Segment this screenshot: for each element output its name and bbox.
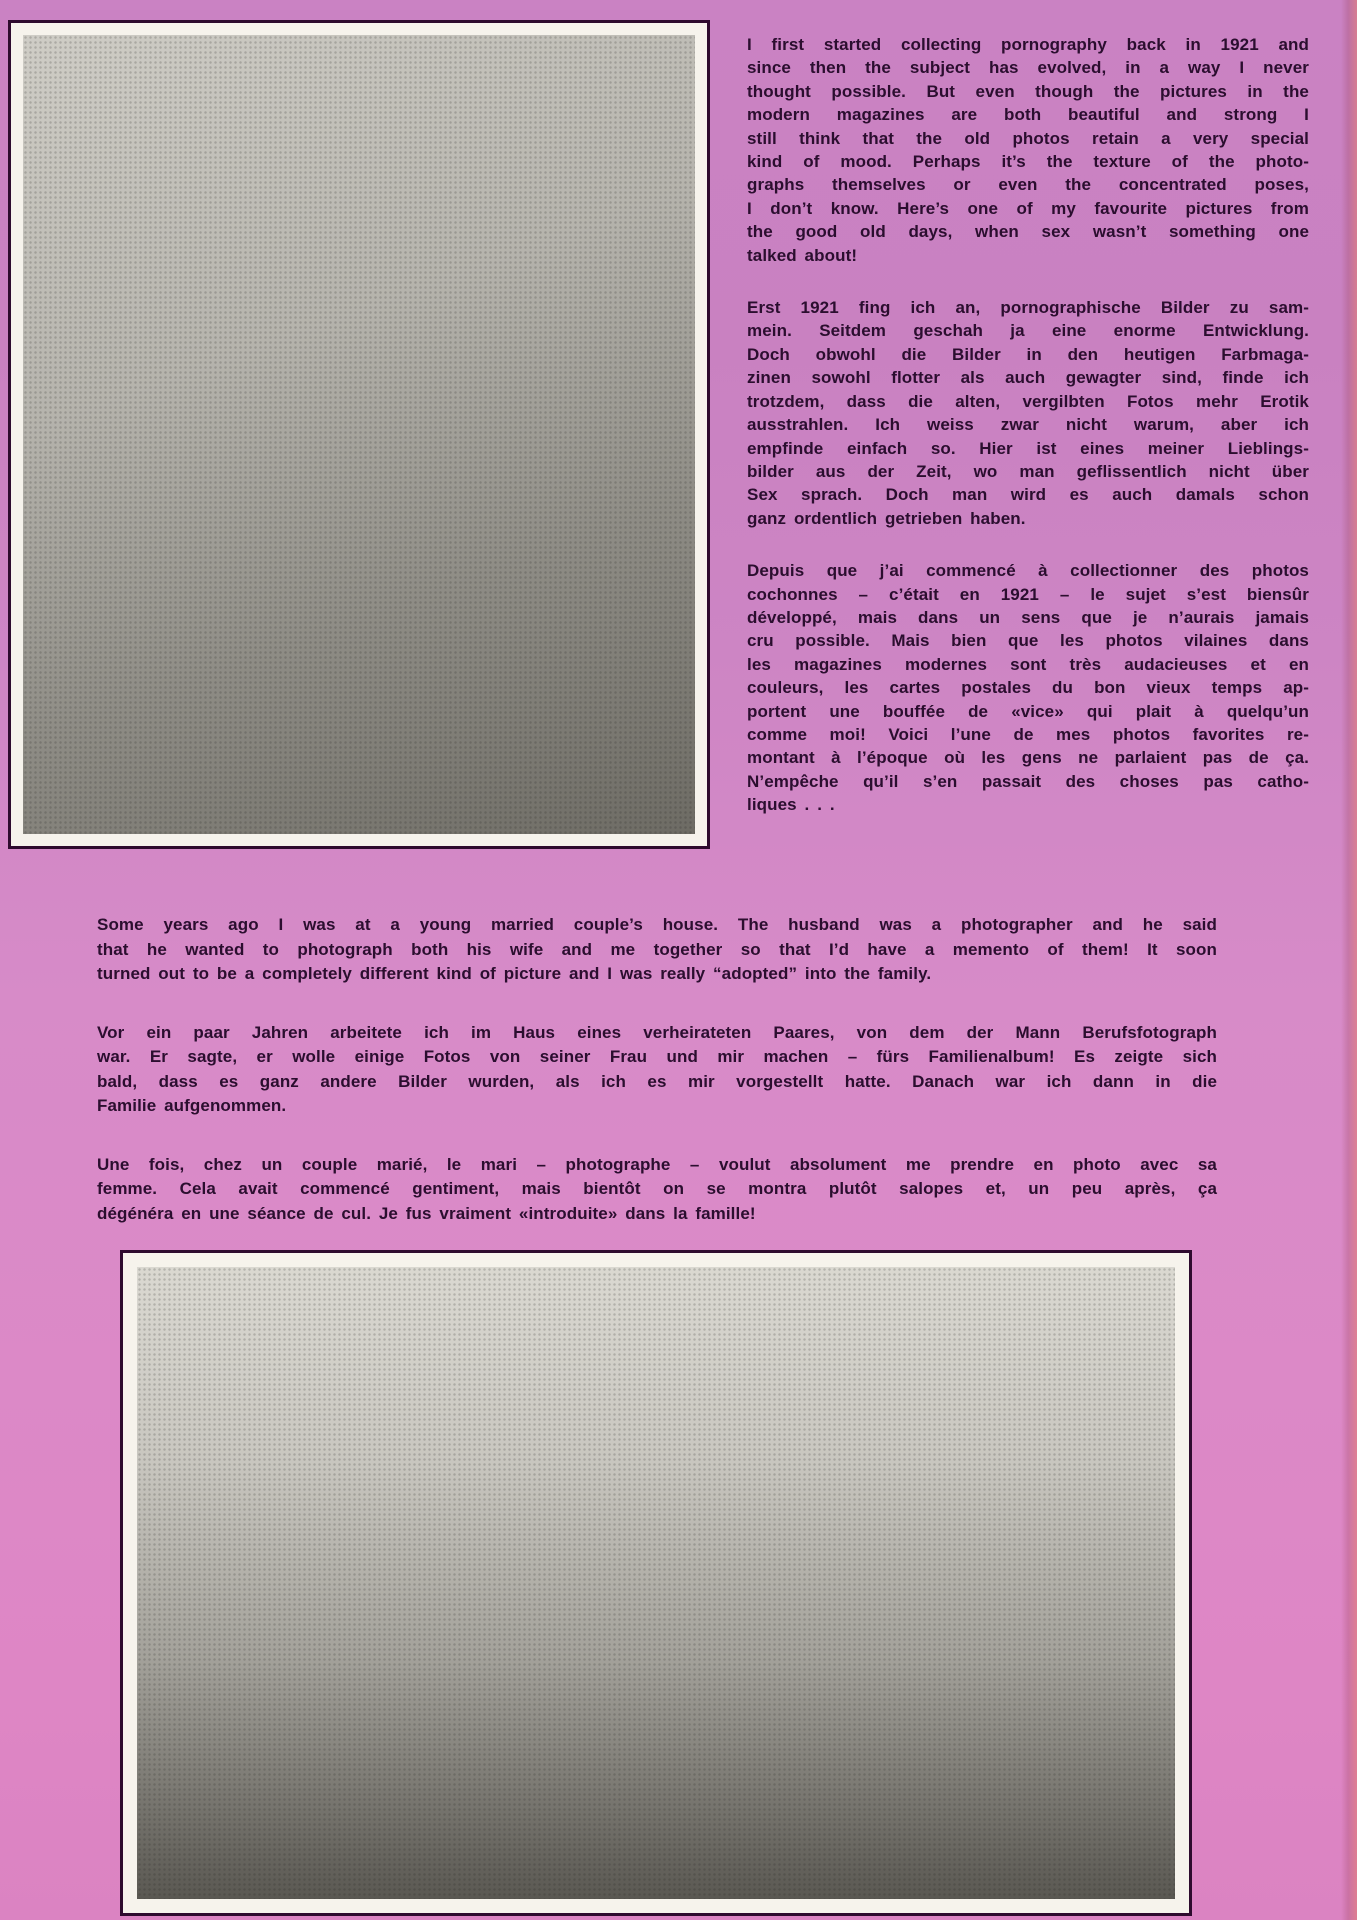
text-line: Some years ago I was at a young married couple’s house. The husband was a photographer and he said	[97, 915, 1217, 934]
text-line: dégénéra en une séance de cul. Je fus vraiment «introduite» dans la famille!	[97, 1203, 756, 1223]
story-paragraph-german	[97, 1021, 1217, 1119]
text-line: couleurs, les cartes postales du bon vieux temps ap-	[747, 678, 1309, 698]
text-line: empfinde einfach so. Hier ist eines meiner Lieblings-	[747, 438, 1309, 458]
text-line: turned out to be a completely different kind of picture and I was really “adopted” into the family.	[97, 964, 932, 983]
intro-paragraph-german	[747, 296, 1309, 530]
text-line: ganz ordentlich getrieben haben.	[747, 508, 1026, 528]
text-line: I first started collecting pornography back in 1921 and	[747, 35, 1309, 54]
text-line: bilder aus der Zeit, wo man geflissentlich nicht über	[747, 461, 1309, 481]
intro-paragraph-french	[747, 559, 1309, 816]
story-paragraph-french	[97, 1153, 1217, 1227]
text-line: Sex sprach. Doch man wird es auch damals schon	[747, 485, 1309, 505]
text-line: Erst 1921 fing ich an, pornographische Bilder zu sam-	[747, 298, 1309, 318]
intro-paragraph-english	[747, 33, 1309, 267]
text-line: N’empêche qu’il s’en passait des choses pas catho-	[747, 771, 1309, 791]
text-line: Une fois, chez un couple marié, le mari – photographe – voulut absolument me prendre en photo avec sa	[97, 1154, 1217, 1174]
text-line: bald, dass es ganz andere Bilder wurden, als ich es mir vorgestellt hatte. Danach war ich dann in die	[97, 1071, 1217, 1091]
vintage-photo-placeholder-top	[23, 35, 695, 834]
vintage-photo-placeholder-bottom	[137, 1267, 1175, 1899]
text-line: Depuis que j’ai commencé à collectionner des photos	[747, 561, 1309, 581]
text-line: zinen sowohl flotter als auch gewagter sind, finde ich	[747, 368, 1309, 388]
text-line: I don’t know. Here’s one of my favourite pictures from	[747, 198, 1309, 218]
text-line: Doch obwohl die Bilder in den heutigen Farbmaga-	[747, 344, 1309, 364]
text-line: that he wanted to photograph both his wife and me together so that I’d have a memento of them! It soon	[97, 939, 1217, 959]
text-line: portent une bouffée de «vice» qui plait à quelqu’un	[747, 701, 1309, 721]
text-line: kind of mood. Perhaps it’s the texture of the photo-	[747, 152, 1309, 172]
text-line: mein. Seitdem geschah ja eine enorme Entwicklung.	[747, 321, 1309, 341]
text-line: trotzdem, dass die alten, vergilbten Fotos mehr Erotik	[747, 391, 1309, 411]
text-line: talked about!	[747, 245, 858, 265]
text-line: modern magazines are both beautiful and strong I	[747, 105, 1309, 125]
text-line: ausstrahlen. Ich weiss zwar nicht warum, aber ich	[747, 415, 1309, 435]
text-line: since then the subject has evolved, in a way I never	[747, 58, 1309, 78]
text-line: les magazines modernes sont très audacieuses et en	[747, 654, 1309, 674]
text-line: développé, mais dans un sens que je n’aurais jamais	[747, 607, 1309, 627]
intro-text-column	[747, 33, 1309, 817]
text-line: cochonnes – c’était en 1921 – le sujet s’est biensûr	[747, 584, 1309, 604]
photo-frame-top	[8, 20, 710, 849]
text-line: war. Er sagte, er wolle einige Fotos von seiner Frau und mir machen – fürs Familienalbum! Es zeigte sich	[97, 1047, 1217, 1066]
story-paragraph-english	[97, 913, 1217, 987]
text-line: Familie aufgenommen.	[97, 1096, 287, 1115]
text-line: montant à l’époque où les gens ne parlaient pas de ça.	[747, 748, 1309, 768]
text-line: graphs themselves or even the concentrated poses,	[747, 175, 1309, 195]
text-line: femme. Cela avait commencé gentiment, mais bientôt on se montra plutôt salopes et, un peu après, ça	[97, 1179, 1217, 1198]
photo-frame-bottom	[120, 1250, 1192, 1916]
text-line: liques . . .	[747, 795, 835, 815]
text-line: the good old days, when sex wasn’t something one	[747, 222, 1309, 242]
text-line: Vor ein paar Jahren arbeitete ich im Haus eines verheirateten Paares, von dem der Mann Berufsfotograph	[97, 1022, 1217, 1042]
scan-edge-artifact	[1341, 0, 1357, 1920]
text-line: thought possible. But even though the pictures in the	[747, 81, 1309, 101]
text-line: still think that the old photos retain a very special	[747, 128, 1309, 148]
story-text-block	[97, 913, 1217, 1226]
text-line: comme moi! Voici l’une de mes photos favorites re-	[747, 724, 1309, 744]
text-line: cru possible. Mais bien que les photos vilaines dans	[747, 631, 1309, 651]
